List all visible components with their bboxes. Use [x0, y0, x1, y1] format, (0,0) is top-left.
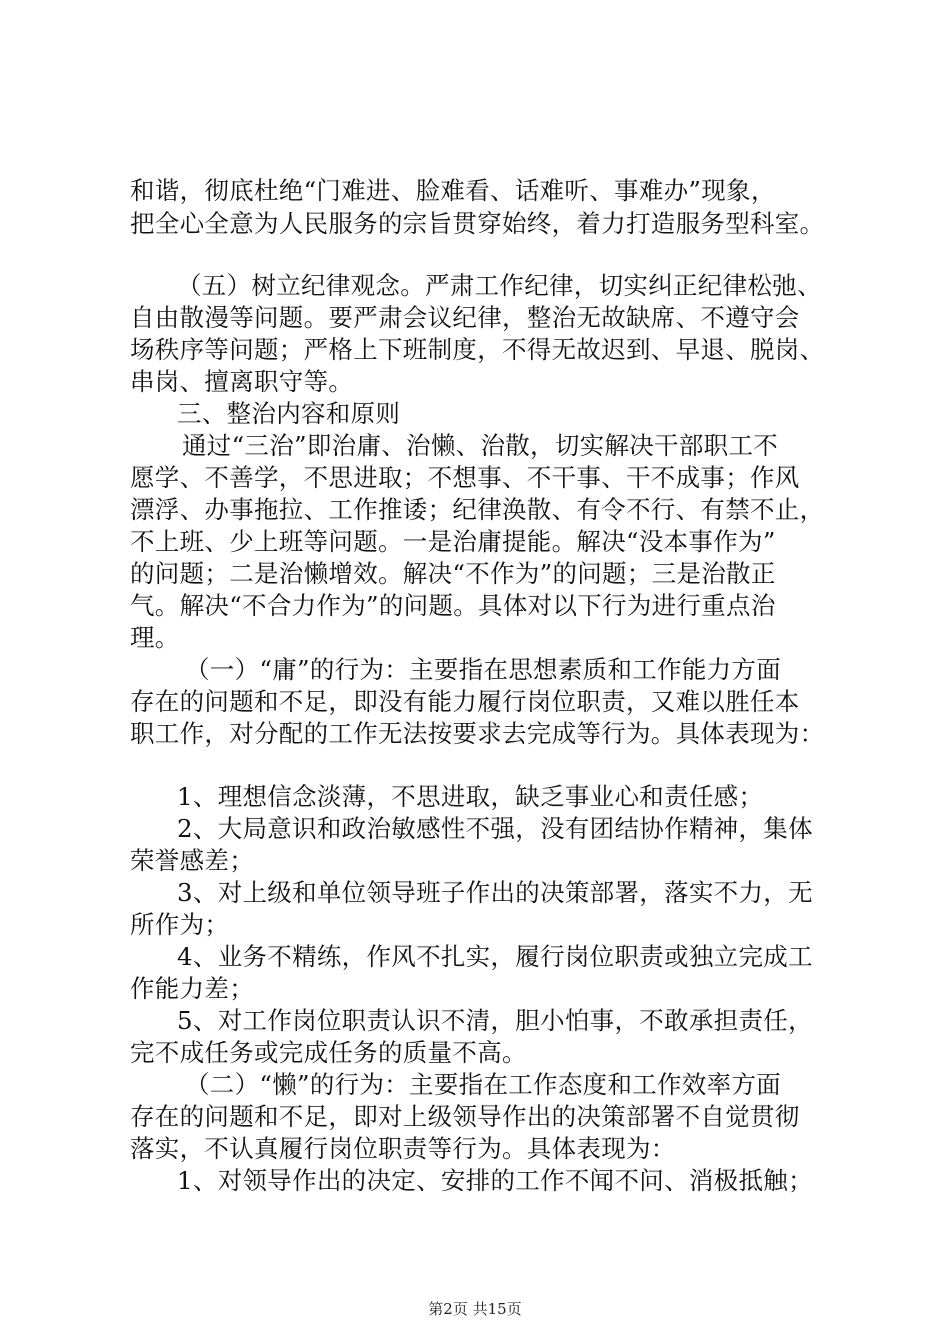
text-line: 愿学、不善学，不思进取；不想事、不干事、干不成事；作风: [130, 463, 800, 492]
text-line: 串岗、擅离职守等。: [130, 367, 354, 396]
text-line: 场秩序等问题；严格上下班制度，不得无故迟到、早退、脱岗、: [130, 335, 825, 364]
text-line: 气。解决“不合力作为”的问题。具体对以下行为进行重点治: [130, 591, 776, 620]
text-line: 漂浮、办事拖拉、工作推诿；纪律涣散、有令不行、有禁不止，: [130, 495, 825, 524]
text-line: 通过“三治”即治庸、治懒、治散，切实解决干部职工不: [182, 431, 779, 460]
text-line: （一）“庸”的行为：主要指在思想素质和工作能力方面: [185, 655, 782, 684]
text-line: 的问题；二是治懒增效。解决“不作为”的问题；三是治散正: [130, 559, 776, 588]
text-line: 职工作，对分配的工作无法按要求去完成等行为。具体表现为：: [130, 719, 825, 748]
page-number-footer: 第2页 共15页: [428, 1300, 522, 1318]
text-line: 完不成任务或完成任务的质量不高。: [130, 1038, 527, 1067]
list-item: 4、业务不精练，作风不扎实，履行岗位职责或独立完成工: [177, 942, 813, 971]
text-line: 荣誉感差；: [130, 846, 254, 875]
text-line: 存在的问题和不足，即没有能力履行岗位职责，又难以胜任本: [130, 687, 800, 716]
text-line: （五）树立纪律观念。严肃工作纪律，切实纠正纪律松弛、: [177, 271, 822, 300]
text-line: 作能力差；: [130, 974, 254, 1003]
list-item: 3、对上级和单位领导班子作出的决策部署，落实不力，无: [177, 878, 813, 907]
list-item: 1、理想信念淡薄，不思进取，缺乏事业心和责任感；: [177, 782, 764, 811]
section-heading: 三、整治内容和原则: [177, 399, 401, 428]
list-item: 5、对工作岗位职责认识不清，胆小怕事，不敢承担责任，: [177, 1006, 813, 1035]
text-line: 和谐，彻底杜绝“门难进、脸难看、话难听、事难办”现象，: [130, 176, 776, 205]
text-line: 理。: [130, 623, 180, 652]
text-line: （二）“懒”的行为：主要指在工作态度和工作效率方面: [185, 1070, 782, 1099]
text-line: 落实，不认真履行岗位职责等行为。具体表现为：: [130, 1134, 676, 1163]
text-line: 不上班、少上班等问题。一是治庸提能。解决“没本事作为”: [130, 527, 776, 556]
text-line: 所作为；: [130, 910, 230, 939]
list-item: 2、大局意识和政治敏感性不强，没有团结协作精神，集体: [177, 814, 813, 843]
list-item: 1、对领导作出的决定、安排的工作不闻不问、消极抵触；: [177, 1166, 813, 1195]
text-line: 存在的问题和不足，即对上级领导作出的决策部署不自觉贯彻: [130, 1102, 800, 1131]
text-line: 把全心全意为人民服务的宗旨贯穿始终，着力打造服务型科室。: [130, 209, 825, 238]
text-line: 自由散漫等问题。要严肃会议纪律，整治无故缺席、不遵守会: [130, 303, 800, 332]
